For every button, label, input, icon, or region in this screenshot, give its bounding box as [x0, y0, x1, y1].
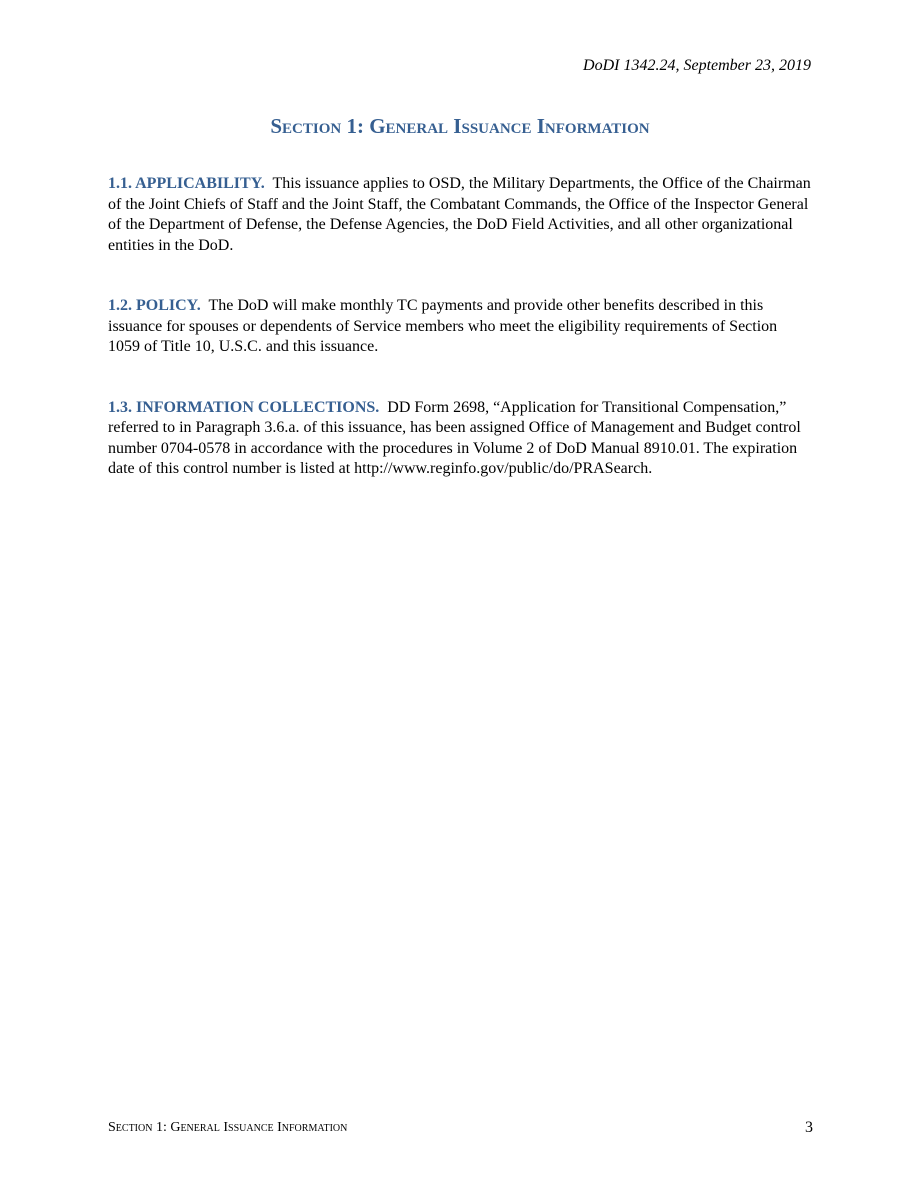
paragraph-information-collections	[108, 398, 813, 480]
paragraph-policy	[108, 296, 813, 358]
page-number: 3	[805, 1119, 813, 1136]
paragraph-heading: 1.3. INFORMATION COLLECTIONS.	[108, 398, 380, 416]
paragraph-text: This issuance applies to OSD, the Military Departments, the Office of the Chairman of the Joint Chiefs of Staff and the Joint Staff, the Combatant Commands, the Office of the Inspector General of the Department of Defense, the Defense Agencies, the DoD Field Activities, and all other organizational entities in the DoD.	[108, 175, 811, 254]
footer-section-title: Section 1: General Issuance Information	[108, 1120, 348, 1135]
paragraph-heading: 1.2. POLICY.	[108, 297, 201, 314]
paragraph-applicability	[108, 174, 813, 256]
running-header: DoDI 1342.24, September 23, 2019	[583, 57, 811, 74]
running-footer	[108, 1119, 813, 1137]
paragraph-heading: 1.1. APPLICABILITY.	[108, 175, 265, 192]
paragraph-text: The DoD will make monthly TC payments and provide other benefits described in this issuance for spouses or dependents of Service members who meet the eligibility requirements of Section 1059 of Title 10, U.S.C. and this issuance.	[108, 297, 778, 355]
paragraph-text: DD Form 2698, “Application for Transitional Compensation,” referred to in Paragraph 3.6.a. of this issuance, has been assigned Office of Management and Budget control number 0704-0578 in accordance with the procedures in Volume 2 of DoD Manual 8910.01. The expiration date of this control number is listed at http://www.reginfo.gov/public/do/PRASearch.	[108, 398, 801, 477]
paragraph-list	[108, 174, 813, 520]
section-title: Section 1: General Issuance Information	[270, 114, 650, 138]
